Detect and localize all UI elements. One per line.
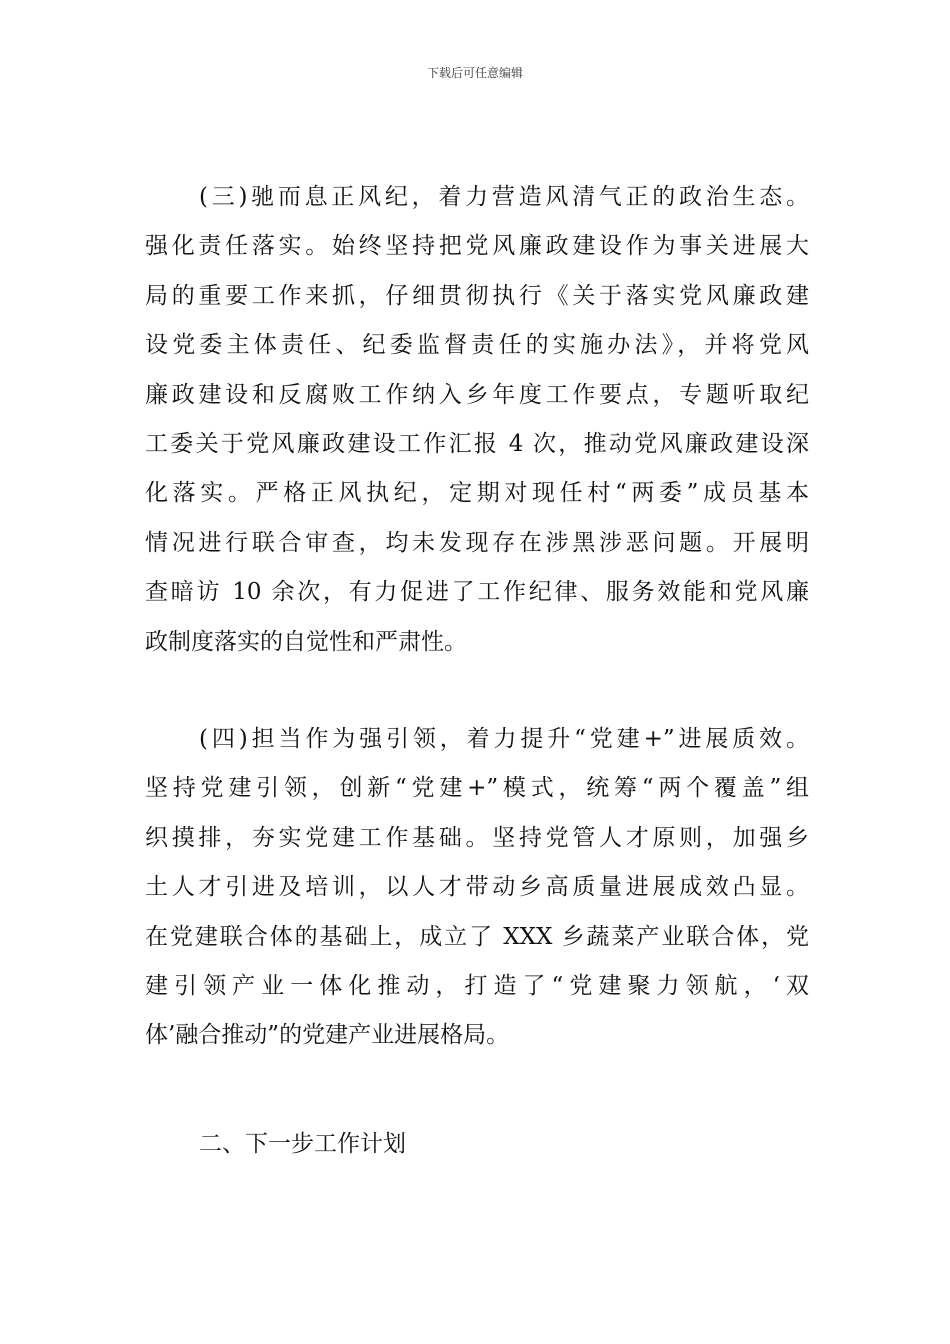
paragraph-section-4	[145, 715, 809, 1061]
paragraph-line: 工委关于党风廉政建设工作汇报 4 次，推动党风廉政建设深	[145, 431, 809, 458]
page-header-note: 下载后可任意编辑	[426, 66, 523, 80]
paragraph-line: (三)驰而息正风纪，着力营造风清气正的政治生态。	[199, 184, 809, 210]
paragraph-line: 情况进行联合审查，均未发现存在涉黑涉恶问题。开展明	[145, 529, 809, 556]
paragraph-line: (四)担当作为强引领，着力提升“党建+”进展质效。	[199, 726, 809, 752]
paragraph-line: 化落实。严格正风执纪，定期对现任村“两委”成员基本	[145, 480, 809, 507]
paragraph-line: 设党委主体责任、纪委监督责任的实施办法》，并将党风	[145, 332, 809, 359]
paragraph-line: 织摸排，夯实党建工作基础。坚持党管人才原则，加强乡	[145, 824, 809, 851]
paragraph-line: 体’融合推动”的党建产业进展格局。	[145, 1022, 510, 1049]
paragraph-line: 土人才引进及培训，以人才带动乡高质量进展成效凸显。	[145, 874, 809, 901]
paragraph-line: 廉政建设和反腐败工作纳入乡年度工作要点，专题听取纪	[145, 381, 809, 408]
paragraph-line: 坚持党建引领，创新“党建+”模式，统筹“两个覆盖”组	[145, 775, 809, 802]
paragraph-line: 局的重要工作来抓，仔细贯彻执行《关于落实党风廉政建	[145, 282, 809, 309]
paragraph-section-3	[145, 173, 809, 667]
section-heading: 二、下一步工作计划	[199, 1131, 406, 1157]
paragraph-line: 政制度落实的自觉性和严肃性。	[145, 628, 467, 655]
paragraph-line: 在党建联合体的基础上，成立了 XXX 乡蔬菜产业联合体，党	[145, 923, 809, 950]
paragraph-line: 查暗访 10 余次，有力促进了工作纪律、服务效能和党风廉	[145, 579, 809, 606]
paragraph-line: 强化责任落实。始终坚持把党风廉政建设作为事关进展大	[145, 233, 809, 260]
paragraph-line: 建引领产业一体化推动，打造了“党建聚力领航，‘双	[145, 973, 809, 1000]
